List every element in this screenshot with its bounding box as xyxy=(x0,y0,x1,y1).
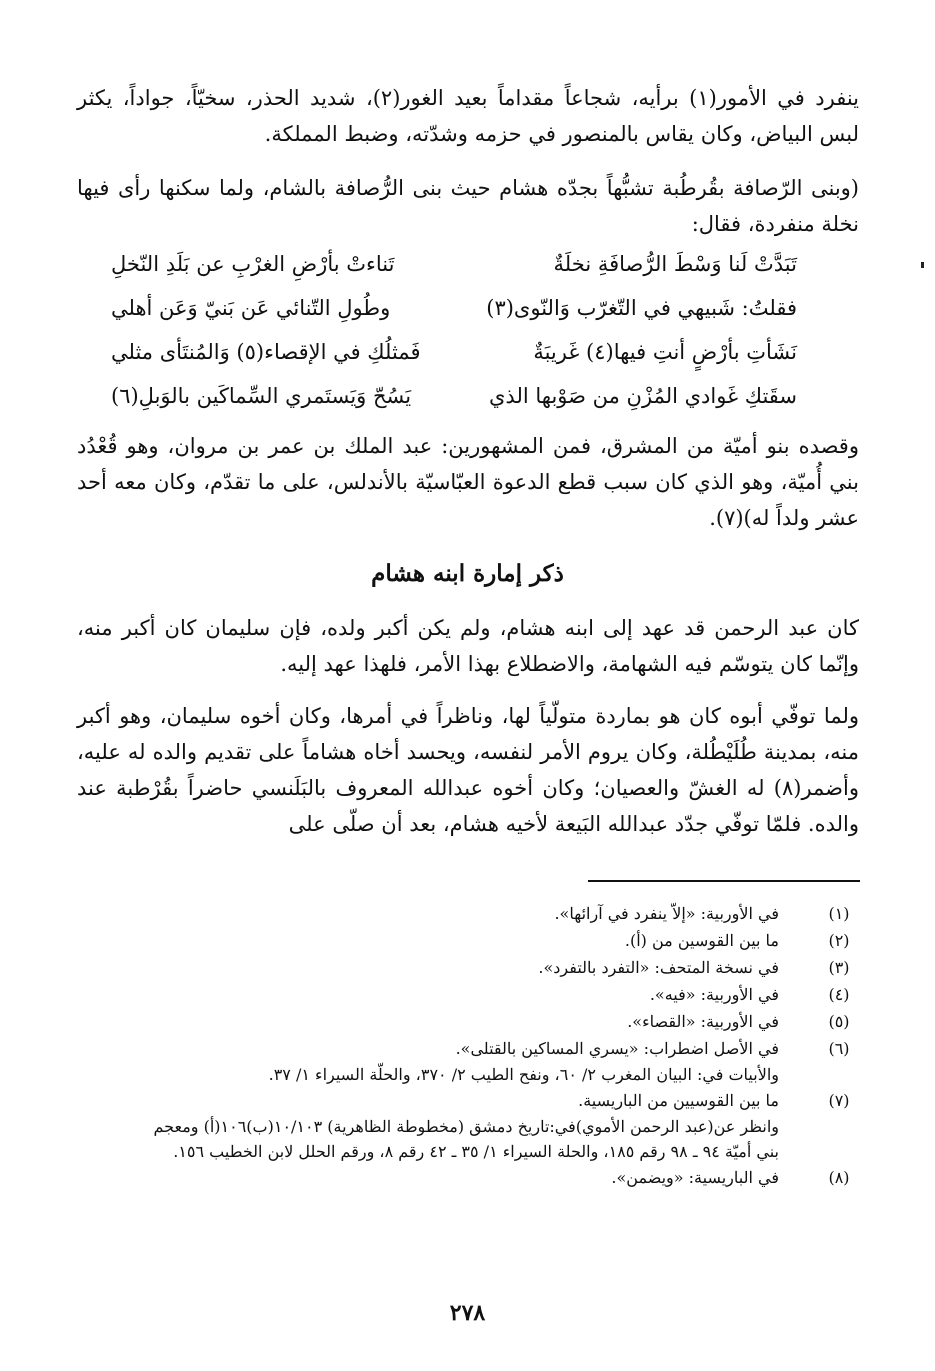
footnote xyxy=(77,1164,859,1191)
verse-hemistich-first: نَشَأتِ بأرْضٍ أنتِ فيها(٤) غَريبَةٌ xyxy=(533,340,797,364)
footnote-number: (٤) xyxy=(828,985,850,1004)
footnote xyxy=(77,1035,859,1062)
footnote xyxy=(77,1087,859,1114)
footnote-number: (٣) xyxy=(828,958,850,977)
verse-hemistich-second: تَناءتْ بأرْضِ الغرْبِ عن بَلَدِ النّخلِ xyxy=(111,252,395,276)
footnote-text: في الأصل اضطراب: «يسري المساكين بالقتلى». xyxy=(455,1039,779,1058)
paragraph-intro: ينفرد في الأمور(١) برأيه، شجاعاً مقداماً بعيد الغور(٢)، شديد الحذر، سخيّاً، جواداً، يكثر لبس البياض، وكان يقاس بالمنصور في حزمه وشدّته، وضبط المملكة. xyxy=(77,86,859,146)
poem xyxy=(77,252,859,428)
poem-verse xyxy=(77,252,859,296)
paragraph-rusafa: (وبنى الرّصافة بقُرطُبة تشبُّهاً بجدّه هشام حيث بنى الرُّصافة بالشام، ولما سكنها رأى فيها نخلة منفردة، فقال: xyxy=(77,176,859,236)
paragraph-umayyads: وقصده بنو أميّة من المشرق، فمن المشهورين: عبد الملك بن عمر بن مروان، وهو قُعْدُد بني أُميّة، وهو الذي كان سبب قطع الدعوة العبّاسيّة بالأندلس، على ما تقدّم، وكان معه أحد عشر ولداً له)(٧). xyxy=(77,434,859,530)
footnote-number: (٨) xyxy=(828,1168,850,1187)
footnote-continuation: وانظر عن(عبد الرحمن الأموي)في:تاريخ دمشق (مخطوطة الظاهرية) ١٠/١٠٣(ب)١٠٦(أ) ومعجم xyxy=(153,1117,779,1136)
footnote-text: في الباريسية: «ويضمن». xyxy=(611,1168,779,1187)
footnote-text: ما بين القوسين من (أ). xyxy=(624,931,779,950)
footnote-text: في نسخة المتحف: «التفرد بالتفرد». xyxy=(538,958,779,977)
footnote xyxy=(77,1008,859,1035)
footnote xyxy=(77,900,859,927)
verse-hemistich-first: فقلتُ: شَبيهي في التّغرّب وَالنّوى(٣) xyxy=(486,296,797,320)
footnotes xyxy=(77,900,859,1191)
footnote-continuation: والأبيات في: البيان المغرب ٢/ ٦٠، ونفح الطيب ٢/ ٣٧٠، والحلّة السيراء ١/ ٣٧. xyxy=(268,1065,779,1084)
verse-hemistich-first: سقَتكِ غَوادي المُزْنِ من صَوْبها الذي xyxy=(489,384,797,408)
footnote xyxy=(77,927,859,954)
verse-hemistich-first: تَبَدَّتْ لَنا وَسْطَ الرُّصافَةِ نخلَةٌ xyxy=(553,252,797,276)
footnote-number: (٥) xyxy=(828,1012,850,1031)
footnote-continuation: بني أميّة ٩٤ ـ ٩٨ رقم ١٨٥، والحلة السيراء ١/ ٣٥ ـ ٤٢ رقم ٨، ورقم الحلل لابن الخطيب ١٥٦. xyxy=(173,1142,779,1161)
footnote xyxy=(77,981,859,1008)
footnote-text: في الأوربية: «القصاء». xyxy=(627,1012,779,1031)
footnote-number: (٧) xyxy=(828,1091,850,1110)
footnote-text: في الأوربية: «إلاّ ينفرد في آرائها». xyxy=(554,904,779,923)
paragraph-brothers: ولما توفّي أبوه كان هو بماردة متولّياً لها، وناظراً في أمرها، وكان أخوه سليمان، وهو أكبر منه، بمدينة طُلَيْطُلة، وكان يروم الأمر لنفسه، ويحسد أخاه هشاماً على تقديم والده له عليه، وأضمر(٨) له الغشّ والعصيان؛ وكان أخوه عبدالله المعروف بالبَلَنسي حاضراً بقُرْطبة عند والده. فلمّا توفّي جدّد عبدالله البَيعة لأخيه هشام، بعد أن صلّى على xyxy=(77,704,859,836)
footnote-number: (١) xyxy=(828,904,850,923)
verse-hemistich-second: فَمثلُكِ في الإقصاء(٥) وَالمُنتَأى مثلي xyxy=(111,340,421,364)
poem-verse xyxy=(77,340,859,384)
verse-hemistich-second: يَسُحّ وَيَستَمري السِّماكَين بالوَبلِ(٦) xyxy=(111,384,412,408)
verse-hemistich-second: وطُولِ التّنائي عَن بَنيّ وَعَن أهلي xyxy=(111,296,391,320)
footnote-number: (٢) xyxy=(828,931,850,950)
footnote-divider xyxy=(588,880,860,882)
footnote-text: في الأوربية: «فيه». xyxy=(649,985,779,1004)
poem-verse xyxy=(77,384,859,428)
page-number: ٢٧٨ xyxy=(449,1300,486,1326)
footnote-text: ما بين القوسيين من الباريسية. xyxy=(578,1091,779,1110)
footnote-number: (٦) xyxy=(828,1039,850,1058)
paragraph-succession: كان عبد الرحمن قد عهد إلى ابنه هشام، ولم يكن أكبر ولده، فإن سليمان كان أكبر منه، وإنّما كان يتوسّم فيه الشهامة، والاضطلاع بهذا الأمر، فلهذا عهد إليه. xyxy=(77,616,859,676)
scan-speck xyxy=(921,262,924,268)
section-heading: ذكر إمارة ابنه هشام xyxy=(371,560,564,587)
poem-verse xyxy=(77,296,859,340)
footnote xyxy=(77,954,859,981)
